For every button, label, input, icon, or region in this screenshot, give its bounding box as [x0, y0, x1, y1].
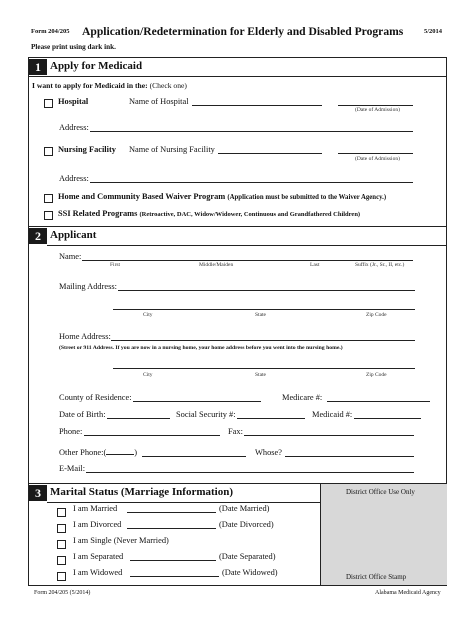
nursing-admission-date-field[interactable]	[338, 153, 413, 154]
divorced-checkbox[interactable]	[57, 524, 66, 533]
name-caption-suffix: Suffix (Jr., Sr., II, etc.)	[355, 262, 405, 268]
married-label: I am Married	[73, 504, 118, 513]
other-phone-text: Other Phone:	[59, 448, 104, 457]
phone-label: Phone:	[59, 427, 83, 436]
form-id: Form 204/205	[31, 28, 70, 35]
divorced-label: I am Divorced	[73, 520, 122, 529]
hospital-label: Hospital	[58, 97, 89, 106]
other-phone-field[interactable]	[142, 456, 246, 457]
separated-date-field[interactable]	[130, 560, 216, 561]
phone-field[interactable]	[84, 435, 220, 436]
single-label: I am Single (Never Married)	[73, 536, 169, 545]
separated-date-caption: (Date Separated)	[219, 552, 276, 561]
section-3-number: 3	[29, 485, 47, 501]
print-instruction: Please print using dark ink.	[31, 43, 116, 51]
hospital-admission-date-field[interactable]	[338, 105, 413, 106]
widowed-date-caption: (Date Widowed)	[222, 568, 278, 577]
form-date: 5/2014	[424, 28, 443, 35]
section-1-title: Apply for Medicaid	[50, 60, 143, 72]
home-address-label: Home Address:	[59, 332, 111, 341]
dob-label: Date of Birth:	[59, 410, 106, 419]
separated-checkbox[interactable]	[57, 556, 66, 565]
prompt-note: (Check one)	[149, 81, 187, 90]
name-label: Name:	[59, 252, 82, 261]
ssi-label-text: SSI Related Programs	[58, 209, 138, 218]
other-phone-label	[59, 449, 137, 457]
other-phone-paren-open: (	[103, 448, 107, 457]
home-csz-field[interactable]	[113, 368, 415, 369]
widowed-date-field[interactable]	[130, 576, 219, 577]
nursing-facility-name-field[interactable]	[218, 153, 322, 154]
hospital-name-field[interactable]	[192, 105, 322, 106]
area-code-field[interactable]	[106, 454, 134, 455]
ssi-label	[58, 210, 360, 219]
married-checkbox[interactable]	[57, 508, 66, 517]
mailing-address-field[interactable]	[118, 290, 415, 291]
single-checkbox[interactable]	[57, 540, 66, 549]
email-label: E-Mail:	[59, 464, 86, 473]
nursing-facility-name-label: Name of Nursing Facility	[129, 145, 215, 154]
footer-form-id: Form 204/205 (5/2014)	[34, 590, 91, 596]
hospital-name-label: Name of Hospital	[129, 97, 189, 106]
name-field[interactable]	[82, 260, 413, 261]
office-stamp-label: District Office Stamp	[346, 573, 407, 581]
ssi-checkbox[interactable]	[44, 211, 53, 220]
home-zip-caption: Zip Code	[366, 372, 387, 378]
hcbs-label	[58, 193, 386, 202]
footer-agency: Alabama Medicaid Agency	[375, 590, 441, 596]
medicaid-field[interactable]	[354, 418, 421, 419]
married-date-field[interactable]	[127, 512, 216, 513]
divorced-date-caption: (Date Divorced)	[219, 520, 274, 529]
home-state-caption: State	[255, 372, 266, 378]
section-1-prompt	[32, 82, 187, 90]
whose-label: Whose?	[255, 448, 282, 457]
hcbs-label-text: Home and Community Based Waiver Program	[58, 192, 226, 201]
married-date-caption: (Date Married)	[219, 504, 270, 513]
office-use-box	[320, 484, 447, 585]
name-caption-first: First	[110, 262, 121, 268]
fax-field[interactable]	[244, 435, 414, 436]
office-use-label: District Office Use Only	[346, 488, 415, 496]
mailing-address-label: Mailing Address:	[59, 282, 117, 291]
ssi-note: (Retroactive, DAC, Widow/Widower, Continuous and Grandfathered Children)	[139, 211, 361, 218]
medicare-label: Medicare #:	[282, 393, 323, 402]
ssn-field[interactable]	[237, 418, 305, 419]
home-address-field[interactable]	[111, 340, 415, 341]
section-2-title: Applicant	[50, 229, 97, 241]
divorced-date-field[interactable]	[127, 528, 216, 529]
nursing-facility-label: Nursing Facility	[58, 145, 116, 154]
medicaid-label: Medicaid #:	[312, 410, 353, 419]
hospital-checkbox[interactable]	[44, 99, 53, 108]
whose-field[interactable]	[285, 456, 414, 457]
name-caption-middle: Middle/Maiden	[199, 262, 234, 268]
hcbs-checkbox[interactable]	[44, 194, 53, 203]
hospital-date-caption: (Date of Admission)	[355, 107, 400, 113]
mailing-csz-field[interactable]	[113, 309, 415, 310]
mailing-state-caption: State	[255, 312, 266, 318]
nursing-date-caption: (Date of Admission)	[355, 156, 400, 162]
section-3-rule	[47, 502, 320, 503]
section-2-number: 2	[29, 228, 47, 244]
prompt-text: I want to apply for Medicaid in the:	[32, 81, 148, 90]
county-field[interactable]	[133, 401, 261, 402]
mailing-city-caption: City	[143, 312, 153, 318]
fax-label: Fax:	[228, 427, 243, 436]
widowed-label: I am Widowed	[73, 568, 123, 577]
home-address-note: (Street or 911 Address. If you are now in a nursing home, your home address before you went into the nursing home.)	[59, 345, 343, 351]
nursing-address-label: Address:	[59, 174, 89, 183]
mailing-zip-caption: Zip Code	[366, 312, 387, 318]
other-phone-paren-close: )	[134, 448, 138, 457]
widowed-checkbox[interactable]	[57, 572, 66, 581]
section-2-rule	[47, 245, 446, 246]
separated-label: I am Separated	[73, 552, 124, 561]
section-2-top-divider	[29, 226, 446, 227]
county-label: County of Residence:	[59, 393, 132, 402]
email-field[interactable]	[86, 472, 414, 473]
form-title: Application/Redetermination for Elderly and Disabled Programs	[82, 25, 404, 38]
hospital-address-field[interactable]	[90, 131, 413, 132]
dob-field[interactable]	[107, 418, 170, 419]
name-caption-last: Last	[310, 262, 320, 268]
hcbs-note: (Application must be submitted to the Waiver Agency.)	[227, 194, 387, 201]
ssn-label: Social Security #:	[176, 410, 236, 419]
home-city-caption: City	[143, 372, 153, 378]
nursing-facility-checkbox[interactable]	[44, 147, 53, 156]
section-1-number: 1	[29, 59, 47, 75]
section-1-divider	[29, 76, 446, 77]
section-3-title: Marital Status (Marriage Information)	[50, 486, 233, 498]
hospital-address-label: Address:	[59, 123, 89, 132]
nursing-address-field[interactable]	[90, 182, 413, 183]
medicare-field[interactable]	[327, 401, 430, 402]
